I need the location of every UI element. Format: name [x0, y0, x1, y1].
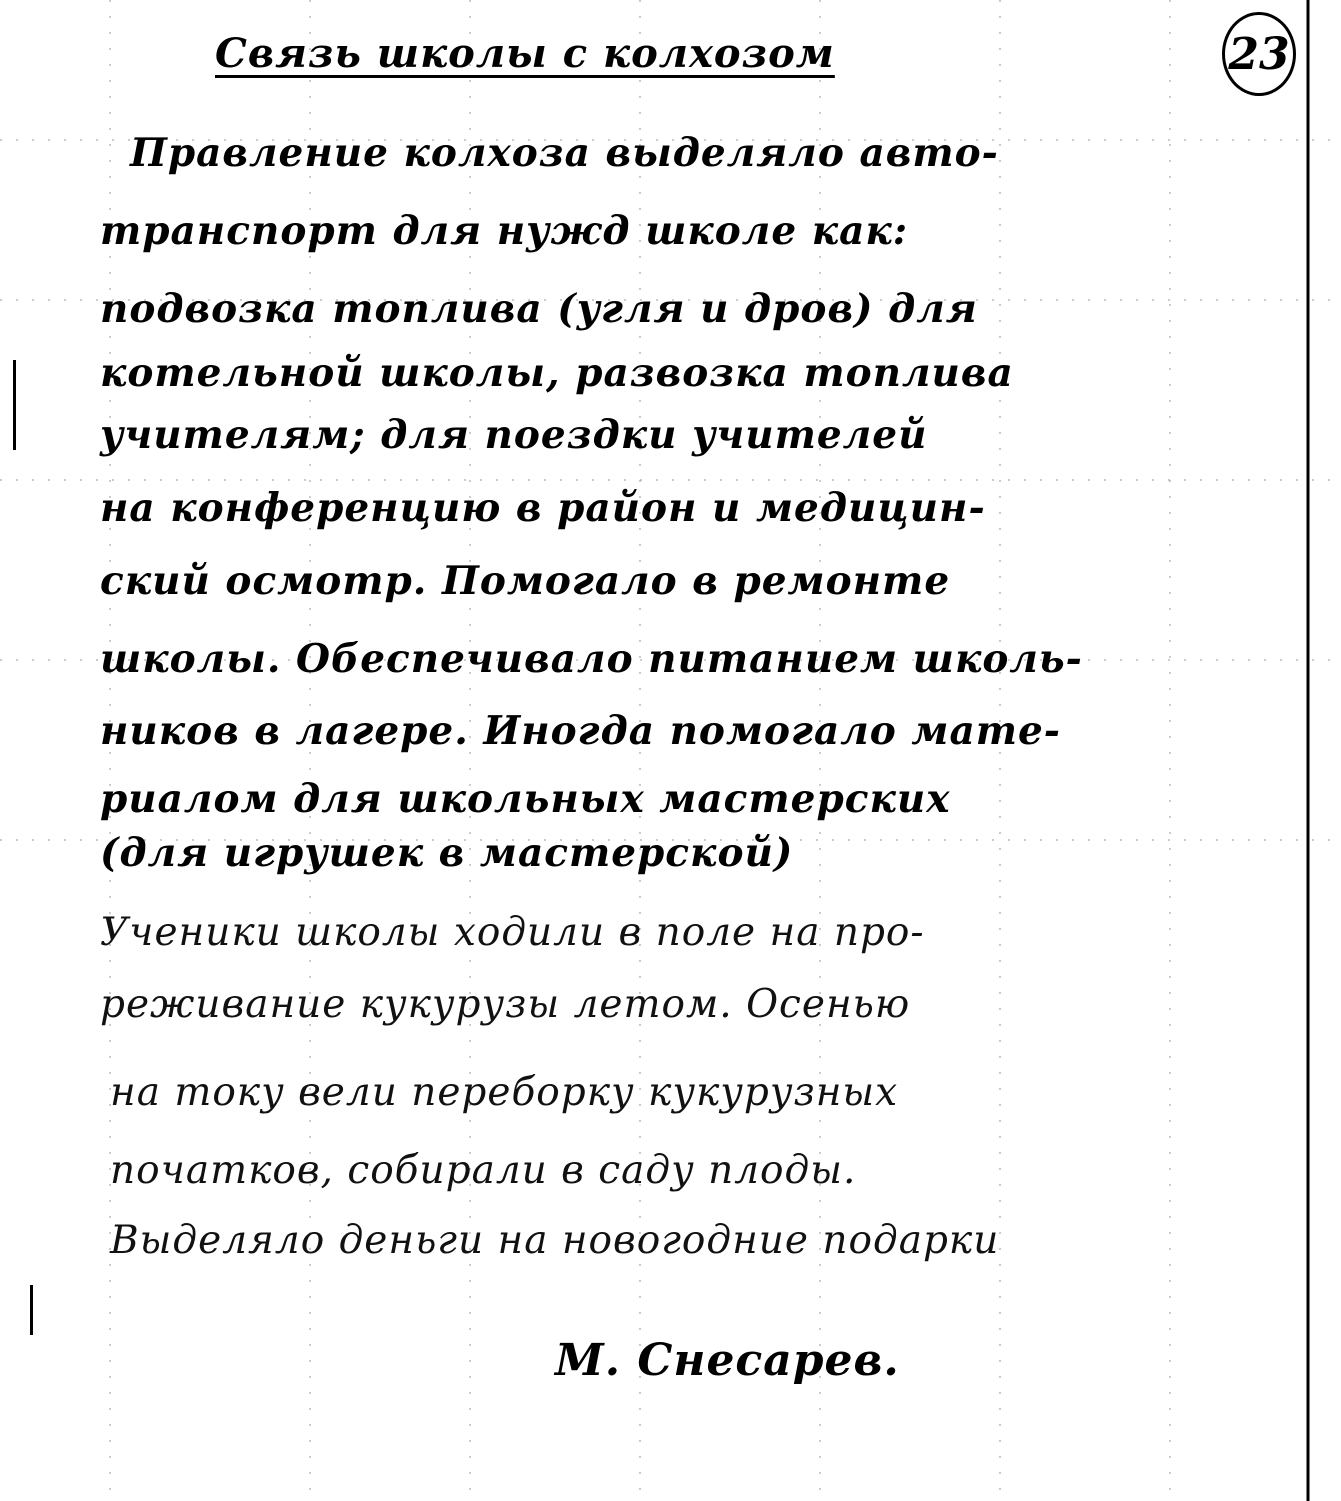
text-line: Правление колхоза выделяло авто- — [130, 130, 999, 176]
margin-mark — [13, 360, 16, 450]
page-title: Связь школы с колхозом — [215, 30, 835, 77]
text-line: на току вели переборку кукурузных — [110, 1070, 899, 1115]
text-line: учителям; для поездки учителей — [100, 412, 928, 458]
text-line: транспорт для нужд школе как: — [100, 208, 909, 254]
text-line: ников в лагере. Иногда помогало мате- — [100, 708, 1061, 754]
page-number: 23 — [1222, 12, 1296, 96]
margin-mark — [30, 1285, 33, 1335]
text-line: Ученики школы ходили в поле на про- — [100, 910, 925, 955]
text-line: реживание кукурузы летом. Осенью — [100, 982, 911, 1027]
text-line: на конференцию в район и медицин- — [100, 485, 986, 531]
signature: М. Снесарев. — [555, 1335, 900, 1386]
text-line: риалом для школьных мастерских — [100, 776, 951, 822]
text-line: (для игрушек в мастерской) — [100, 830, 794, 876]
text-line: початков, собирали в саду плоды. — [110, 1148, 857, 1193]
text-line: Выделяло деньги на новогодние подарки — [110, 1218, 1000, 1263]
text-line: подвозка топлива (угля и дров) для — [100, 286, 978, 332]
text-line: котельной школы, развозка топлива — [100, 350, 1014, 396]
text-line: ский осмотр. Помогало в ремонте — [100, 558, 951, 604]
text-line: школы. Обеспечивало питанием школь- — [100, 636, 1083, 682]
